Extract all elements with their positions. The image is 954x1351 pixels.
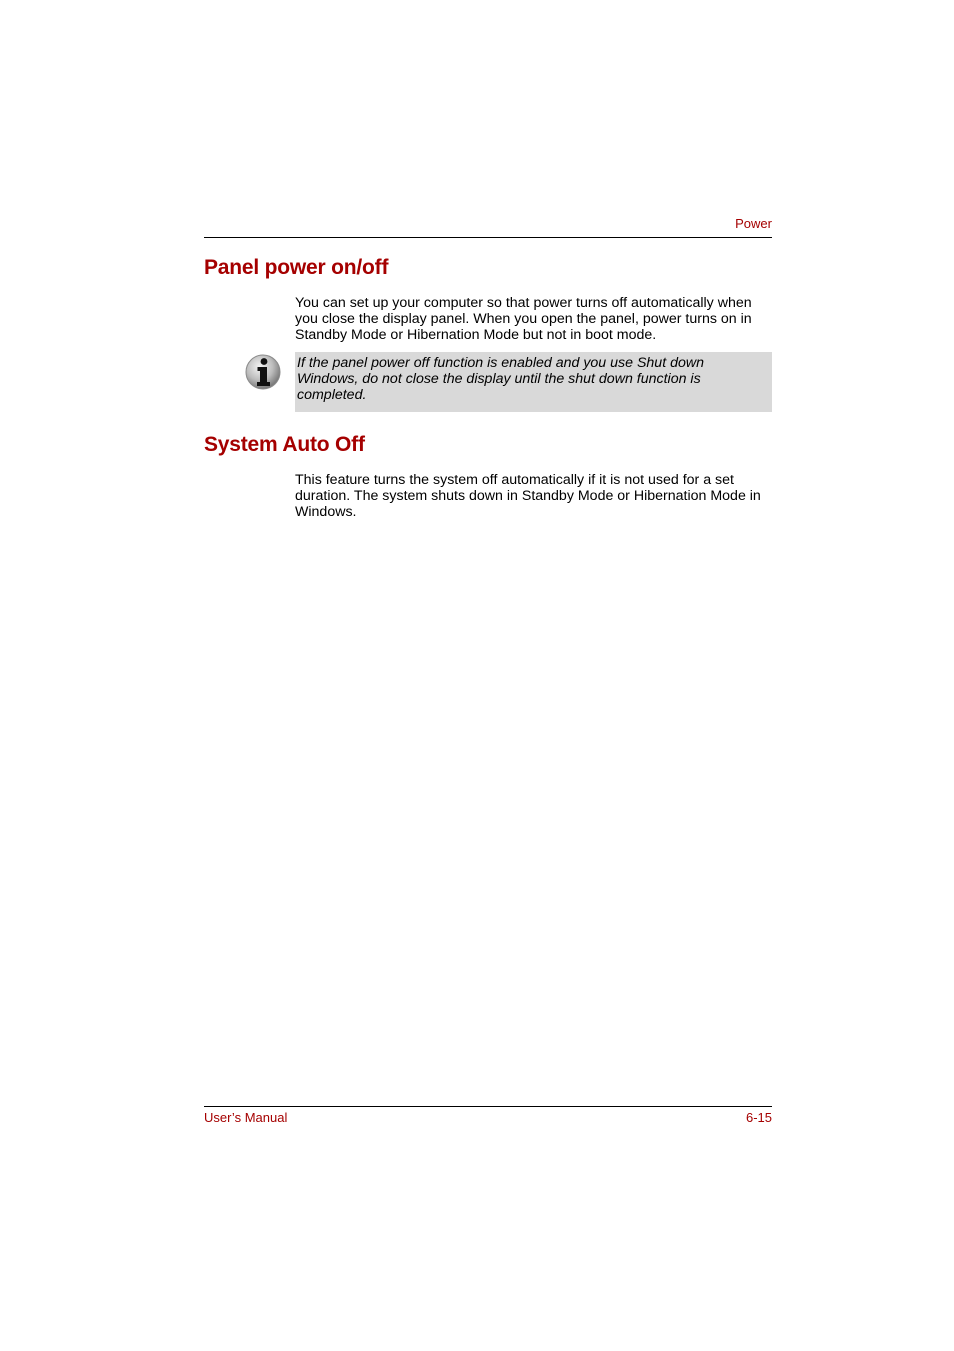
footer-rule bbox=[204, 1106, 772, 1107]
running-header: Power bbox=[735, 216, 772, 231]
section-body-system-auto-off: This feature turns the system off automatically if it is not used for a set duration. The system shuts down in Standby Mode or Hibernation Mode in Windows. bbox=[295, 472, 761, 520]
note-text: If the panel power off function is enabled and you use Shut down Windows, do not close the display until the shut down function is completed. bbox=[297, 355, 704, 403]
info-icon bbox=[244, 353, 282, 391]
footer-manual-title: User’s Manual bbox=[204, 1110, 288, 1125]
page-number: 6-15 bbox=[745, 1110, 772, 1125]
header-rule bbox=[204, 237, 772, 238]
section-body-panel-power: You can set up your computer so that power turns off automatically when you close the display panel. When you open the panel, power turns on in Standby Mode or Hibernation Mode but not in boot mode. bbox=[295, 295, 752, 343]
section-title-system-auto-off: System Auto Off bbox=[204, 433, 365, 456]
note-box bbox=[295, 352, 772, 412]
section-title-panel-power: Panel power on/off bbox=[204, 256, 389, 279]
